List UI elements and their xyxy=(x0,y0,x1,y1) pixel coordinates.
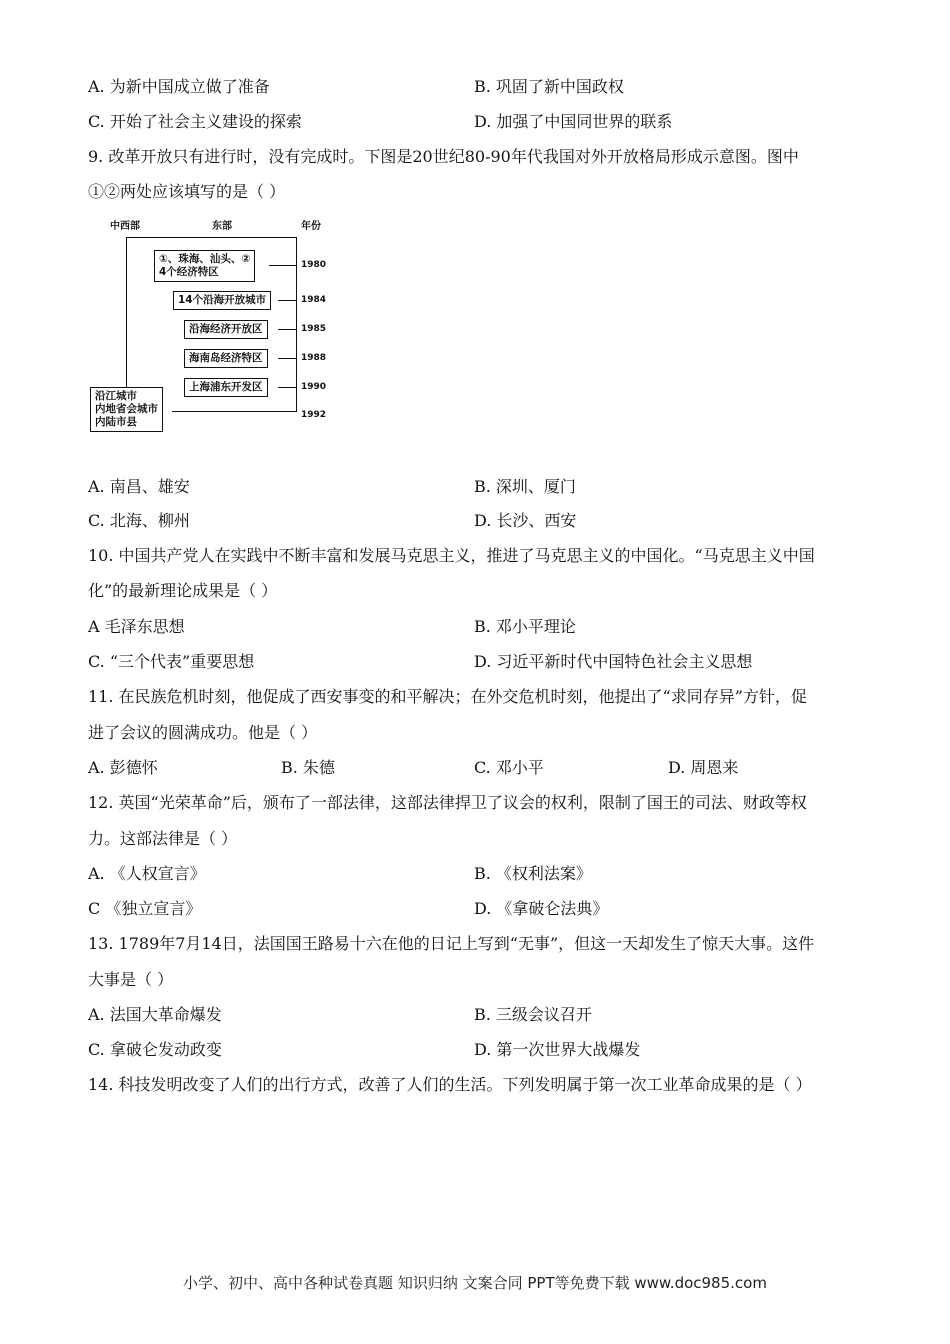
q9-option-a: A. 南昌、雄安 xyxy=(88,477,190,496)
diagram-year-1992: 1992 xyxy=(301,410,327,420)
q9-option-c: C. 北海、柳州 xyxy=(88,511,190,530)
diagram-connector-1 xyxy=(269,265,296,266)
q11-stem-line1: 11. 在民族危机时刻，他促成了西安事变的和平解决；在外交危机时刻，他提出了“求同存异”方针，促 xyxy=(88,687,807,706)
diagram-connector-3 xyxy=(278,329,296,330)
q8-option-c: C. 开始了社会主义建设的探索 xyxy=(88,112,302,131)
diagram-year-1988: 1988 xyxy=(301,353,327,363)
diagram-col-year: 年份 xyxy=(301,221,321,232)
q12-option-d: D. 《拿破仑法典》 xyxy=(474,899,609,918)
diagram-box-coastal-cities: 14个沿海开放城市 xyxy=(173,291,271,310)
diagram-col-west: 中西部 xyxy=(110,221,140,232)
page-footer: 小学、初中、高中各种试卷真题 知识归纳 文案合同 PPT等免费下载 www.doc985.com xyxy=(183,1274,767,1292)
q11-stem-line2: 进了会议的圆满成功。他是（ ） xyxy=(88,723,318,742)
q12-option-b: B. 《权利法案》 xyxy=(474,864,592,883)
diagram-connector-5 xyxy=(278,387,296,388)
q11-option-c: C. 邓小平 xyxy=(474,758,544,777)
q9-stem-line1: 9. 改革开放只有进行时，没有完成时。下图是20世纪80-90年代我国对外开放格局形成示意图。图中 xyxy=(88,147,799,166)
q10-stem-line2: 化”的最新理论成果是（ ） xyxy=(88,581,278,600)
diagram-box6-line1: 沿江城市 xyxy=(95,390,137,402)
diagram-box-coastal-zones: 沿海经济开放区 xyxy=(184,320,268,339)
q13-option-b: B. 三级会议召开 xyxy=(474,1005,592,1024)
q10-option-a: A 毛泽东思想 xyxy=(88,617,185,636)
q10-option-d: D. 习近平新时代中国特色社会主义思想 xyxy=(474,652,753,671)
diagram-box-hainan: 海南岛经济特区 xyxy=(184,349,268,368)
q11-option-b: B. 朱德 xyxy=(281,758,335,777)
diagram-year-1990: 1990 xyxy=(301,382,327,392)
q9-option-b: B. 深圳、厦门 xyxy=(474,477,576,496)
q12-stem-line1: 12. 英国“光荣革命”后，颁布了一部法律，这部法律捍卫了议会的权利，限制了国王的司法、财政等权 xyxy=(88,793,807,812)
q13-stem-line1: 13. 1789年7月14日，法国国王路易十六在他的日记上写到“无事”，但这一天却发生了惊天大事。这件 xyxy=(88,934,815,953)
diagram-connector-2 xyxy=(278,300,296,301)
diagram-connector-4 xyxy=(278,358,296,359)
diagram-box-pudong: 上海浦东开发区 xyxy=(184,378,268,397)
q13-option-c: C. 拿破仑发动政变 xyxy=(88,1040,222,1059)
diagram-year-1980: 1980 xyxy=(301,260,327,270)
diagram-top-line xyxy=(126,237,297,238)
q8-option-d: D. 加强了中国同世界的联系 xyxy=(474,112,673,131)
diagram-year-axis xyxy=(296,237,297,412)
diagram-box6-line2: 内地省会城市 xyxy=(95,403,158,415)
diagram-box6-line3: 内陆市县 xyxy=(95,416,137,428)
q12-stem-line2: 力。这部法律是（ ） xyxy=(88,829,238,848)
diagram-connector-6 xyxy=(172,411,297,412)
q11-option-d: D. 周恩来 xyxy=(668,758,739,777)
diagram-box1-line2: 4个经济特区 xyxy=(159,266,219,278)
q12-option-c: C 《独立宣言》 xyxy=(88,899,202,918)
q10-option-b: B. 邓小平理论 xyxy=(474,617,576,636)
diagram-year-1984: 1984 xyxy=(301,295,327,305)
q10-stem-line1: 10. 中国共产党人在实践中不断丰富和发展马克思主义，推进了马克思主义的中国化。“马克思主义中国 xyxy=(88,546,815,565)
q8-option-b: B. 巩固了新中国政权 xyxy=(474,77,624,96)
q10-option-c: C. “三个代表”重要思想 xyxy=(88,652,255,671)
q13-stem-line2: 大事是（ ） xyxy=(88,970,174,989)
diagram-year-1985: 1985 xyxy=(301,324,327,334)
diagram-col-east: 东部 xyxy=(212,221,232,232)
q8-option-a: A. 为新中国成立做了准备 xyxy=(88,77,270,96)
diagram-west-line xyxy=(126,237,127,400)
opening-up-diagram xyxy=(88,210,338,440)
diagram-box1-line1: ①、珠海、汕头、② xyxy=(159,253,251,265)
diagram-box-special-zones xyxy=(154,250,255,282)
q13-option-a: A. 法国大革命爆发 xyxy=(88,1005,222,1024)
q14-stem-line1: 14. 科技发明改变了人们的出行方式，改善了人们的生活。下列发明属于第一次工业革命成果的是（ ） xyxy=(88,1075,812,1094)
q12-option-a: A. 《人权宣言》 xyxy=(88,864,206,883)
q13-option-d: D. 第一次世界大战爆发 xyxy=(474,1040,641,1059)
q9-stem-line2: ①②两处应该填写的是（ ） xyxy=(88,182,286,201)
q11-option-a: A. 彭德怀 xyxy=(88,758,158,777)
q9-option-d: D. 长沙、西安 xyxy=(474,511,577,530)
diagram-box-inland xyxy=(90,387,163,432)
